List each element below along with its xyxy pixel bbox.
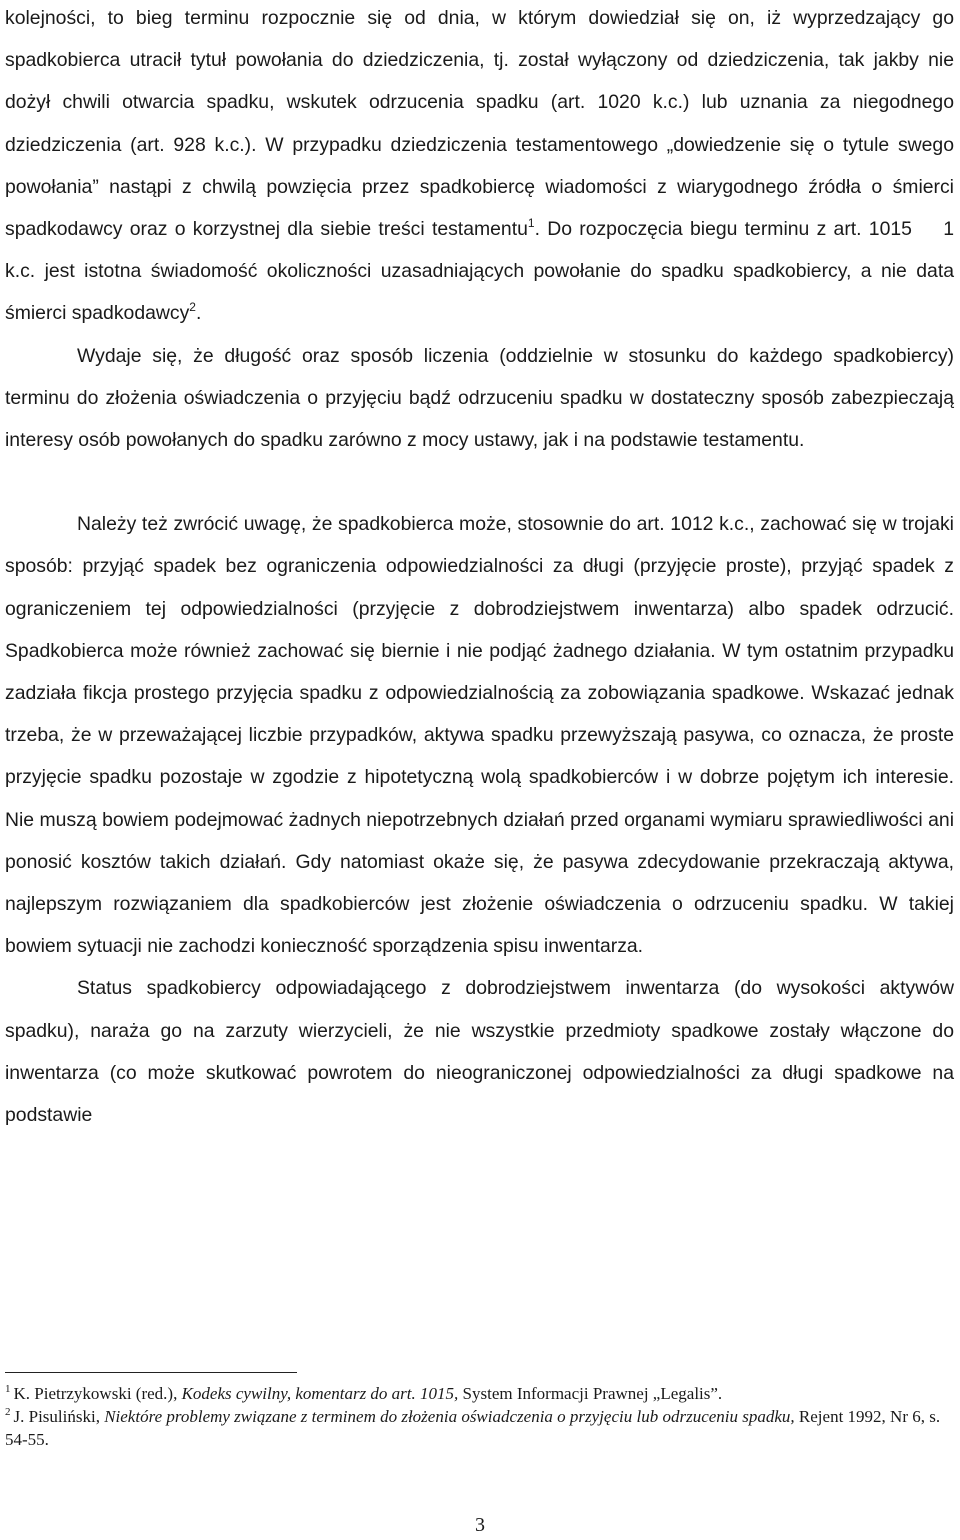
- footnote-2-author: J. Pisuliński,: [13, 1407, 105, 1426]
- footnote-1: [5, 1382, 952, 1405]
- footnotes: [5, 1382, 952, 1451]
- footnote-1-number: 1: [5, 1383, 11, 1395]
- footnote-2-number: 2: [5, 1406, 11, 1418]
- footnote-1-author: K. Pietrzykowski (red.),: [13, 1384, 182, 1403]
- footnote-1-title: Kodeks cywilny, komentarz do art. 1015,: [181, 1384, 459, 1403]
- footnote-2: [5, 1405, 952, 1451]
- paragraph-2: Wydaje się, że długość oraz sposób liczenia (oddzielnie w stosunku do każdego spadkobiercy) terminu do złożenia oświadczenia o przyjęciu bądź odrzuceniu spadku w dostateczny sposób zabezpieczają interesy osób powołanych do spadku zarówno z mocy ustawy, jak i na podstawie testamentu.: [5, 344, 954, 452]
- footnote-ref-2: 2: [189, 300, 196, 315]
- page-number: 3: [475, 1514, 485, 1536]
- footnote-2-source: Rejent 1992, Nr 6, s. 54-55.: [5, 1407, 941, 1449]
- paragraph-1-text-b: . Do rozpoczęcia biegu terminu z art. 1015: [534, 218, 912, 241]
- paragraph-1-text-c: 1 k.c. jest istotna świadomość okoliczności uzasadniających powołanie do spadku spadkobiercy, a nie data śmierci spadkodawcy: [5, 218, 954, 325]
- paragraph-4: Status spadkobiercy odpowiadającego z dobrodziejstwem inwentarza (do wysokości aktywów spadku), naraża go na zarzuty wierzycieli, że nie wszystkie przedmioty spadkowe zostały włączone do inwentarza (co może skutkować powrotem do nieograniczonej odpowiedzialności za długi spadkowe na podstawie: [5, 977, 954, 1127]
- footnote-ref-1: 1: [527, 216, 535, 231]
- paragraph-1-text-d: .: [195, 302, 202, 325]
- footnote-2-title: Niektóre problemy związane z terminem do złożenia oświadczenia o przyjęciu lub odrzuceniu spadku,: [104, 1407, 795, 1426]
- paragraph-1: [5, 0, 954, 335]
- footnote-separator: [5, 1372, 297, 1373]
- paragraph-3: Należy też zwrócić uwagę, że spadkobierca może, stosownie do art. 1012 k.c., zachować się w trojaki sposób: przyjąć spadek bez ograniczenia odpowiedzialności za długi (przyjęcie proste), przyjąć spadek z ograniczeniem tej odpowiedzialności (przyjęcie z dobrodziejstwem inwentarza) albo spadek odrzucić. Spadkobierca może również zachować się biernie i nie podjąć żadnego działania. W tym ostatnim przypadku zadziała fikcja prostego przyjęcia spadku z odpowiedzialnością za zobowiązania spadkowe. Wskazać jednak trzeba, że w przeważającej liczbie przypadków, aktywa spadku przewyższają pasywa, co oznacza, że proste przyjęcie spadku pozostaje w zgodzie z hipotetyczną wolą spadkobierców i w dobrze pojętym ich interesie. Nie muszą bowiem podejmować żadnych niepotrzebnych działań przed organami wymiaru sprawiedliwości ani ponosić kosztów takich działań. Gdy natomiast okaże się, że pasywa zdecydowanie przekraczają aktywa, najlepszym rozwiązaniem dla spadkobierców jest złożenie oświadczenia o odrzuceniu spadku. W takiej bowiem sytuacji nie zachodzi konieczność sporządzenia spisu inwentarza.: [5, 513, 954, 958]
- footnote-1-source: System Informacji Prawnej „Legalis”.: [458, 1384, 723, 1403]
- paragraph-1-text-a: kolejności, to bieg terminu rozpocznie się od dnia, w którym dowiedział się on, iż wyprzedzający go spadkobierca utracił tytuł powołania do dziedziczenia, tj. został wyłączony od dziedziczenia, tak jakby nie dożył chwili otwarcia spadku, wskutek odrzucenia spadku (art. 1020 k.c.) lub uznania za niegodnego dziedziczenia (art. 928 k.c.). W przypadku dziedziczenia testamentowego „dowiedzenie się o tytule swego powołania” nastąpi z chwilą powzięcia przez spadkobiercę wiadomości z wiarygodnego źródła o śmierci spadkodawcy oraz o korzystnej dla siebie treści testamentu: [5, 7, 954, 241]
